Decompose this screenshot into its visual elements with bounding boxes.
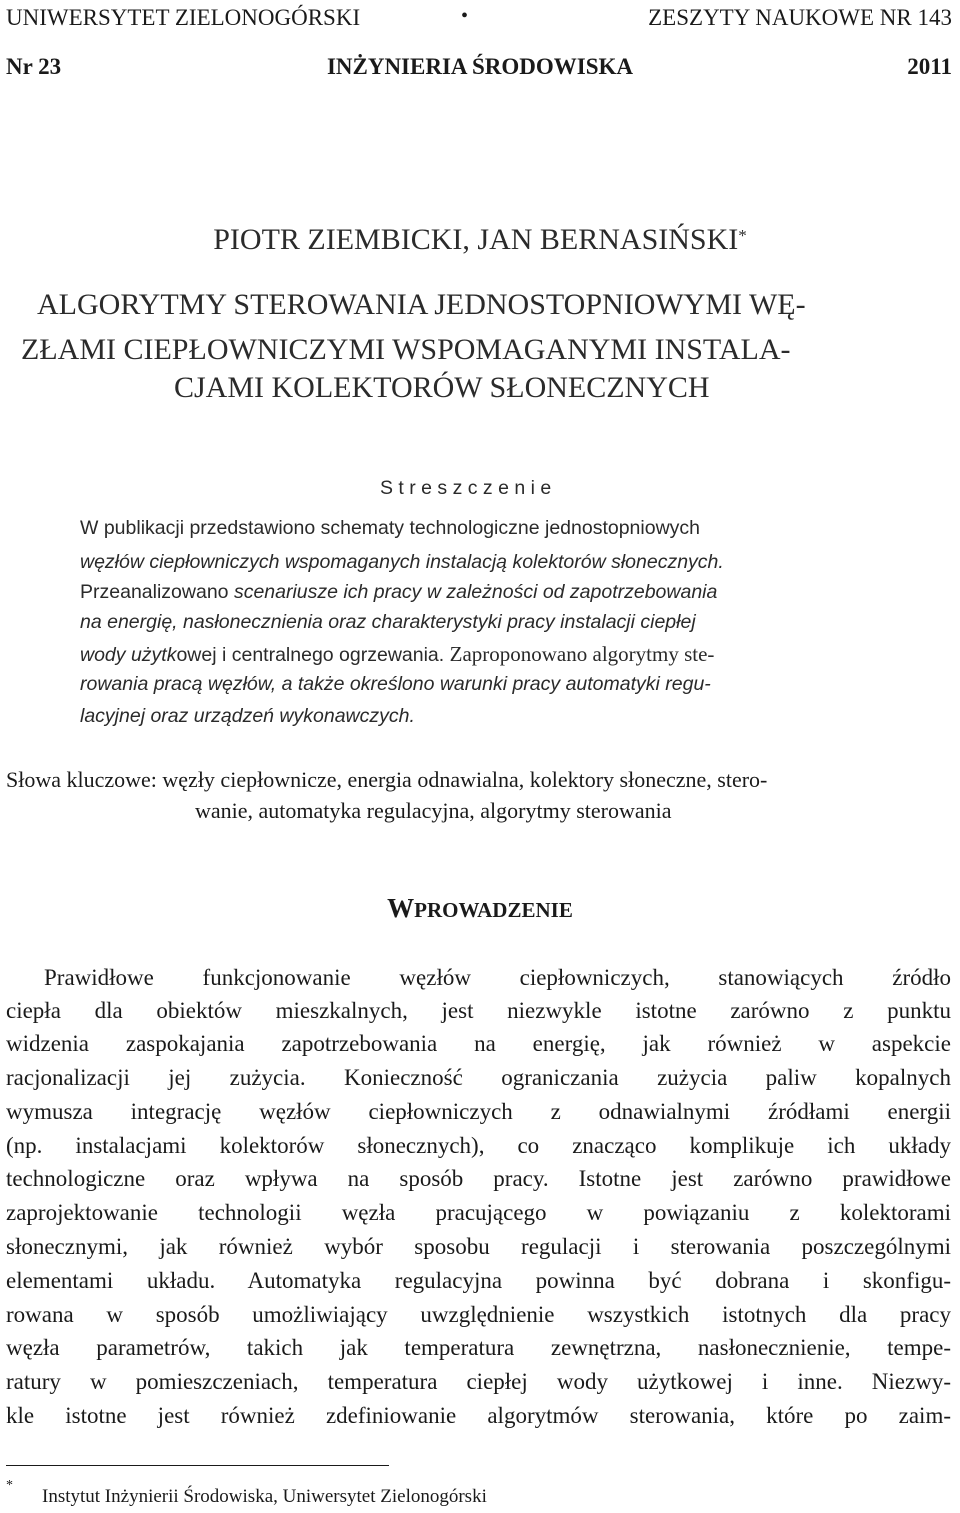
- authors: [0, 222, 960, 258]
- abstract-line: lacyjnej oraz urządzeń wykonawczych.: [80, 705, 415, 727]
- title-line: ZŁAMI CIEPŁOWNICZYMI WSPOMAGANYMI INSTALA-: [21, 333, 791, 366]
- section-heading: [0, 893, 960, 924]
- body-line: (np. instalacjami kolektorów słonecznych), co znacząco komplikuje ich układy: [6, 1133, 951, 1158]
- footnote-mark: *: [6, 1478, 13, 1493]
- abstract-span-italic: wody użytk: [80, 644, 177, 666]
- title-line: ALGORYTMY STEROWANIA JEDNOSTOPNIOWYMI WĘ-: [37, 288, 806, 321]
- header-journal: INŻYNIERIA ŚRODOWISKA: [326, 54, 634, 79]
- abstract-heading: S t r e s z c z e n i e: [380, 477, 552, 499]
- author-footnote-mark: *: [738, 226, 747, 245]
- body-line: słonecznymi, jak również wybór sposobu regulacji i sterowania poszczególnymi: [6, 1234, 951, 1259]
- author-names: PIOTR ZIEMBICKI, JAN BERNASIŃSKI: [213, 223, 739, 256]
- keywords-line: Słowa kluczowe: węzły ciepłownicze, energia odnawialna, kolektory słoneczne, stero-: [6, 767, 768, 792]
- abstract-span-italic: scenariusze ich pracy w zależności od zapotrzebowania: [233, 581, 718, 603]
- section-heading-rest: PROWADZENIE: [414, 898, 573, 922]
- body-line: węzła parametrów, takich jak temperatura zewnętrzna, nasłonecznienie, tempe-: [6, 1335, 951, 1360]
- footnote-text: Instytut Inżynierii Środowiska, Uniwersytet Zielonogórski: [42, 1486, 487, 1507]
- body-line: widzenia zaspokajania zapotrzebowania na energię, jak również w aspekcie: [6, 1031, 951, 1056]
- header-year: 2011: [907, 54, 952, 79]
- body-line: wymusza integrację węzłów ciepłowniczych z odnawialnymi źródłami energii: [6, 1099, 951, 1124]
- body-line: Prawidłowe funkcjonowanie węzłów ciepłowniczych, stanowiących źródło: [44, 965, 951, 990]
- header-series: ZESZYTY NAUKOWE NR 143: [648, 5, 952, 30]
- abstract-line: węzłów ciepłowniczych wspomaganych instalacją kolektorów słonecznych.: [80, 551, 724, 573]
- body-line: zaprojektowanie technologii węzła pracującego w powiązaniu z kolektorami: [6, 1200, 951, 1225]
- body-line: kle istotne jest również zdefiniowanie algorytmów sterowania, które po zaim-: [6, 1403, 951, 1428]
- body-line: elementami układu. Automatyka regulacyjna powinna być dobrana i skonfigu-: [6, 1268, 951, 1293]
- abstract-line: na energię, nasłonecznienia oraz charakterystyki pracy instalacji ciepłej: [80, 611, 696, 633]
- keywords-line: wanie, automatyka regulacyjna, algorytmy sterowania: [195, 798, 672, 823]
- body-line: rowana w sposób umożliwiający uwzględnienie wszystkich istotnych dla pracy: [6, 1302, 951, 1327]
- abstract-line: rowania pracą węzłów, a także określono warunki pracy automatyki regu-: [80, 673, 711, 695]
- header-university: UNIWERSYTET ZIELONOGÓRSKI: [6, 5, 361, 30]
- abstract-span: owej i centralnego ogrzewania.: [176, 644, 450, 666]
- body-line: racjonalizacji jej zużycia. Konieczność ograniczania zużycia paliw kopalnych: [6, 1065, 951, 1090]
- header-bullet: •: [461, 5, 469, 27]
- body-line: technologiczne oraz wpływa na sposób pracy. Istotne jest zarówno prawidłowe: [6, 1166, 951, 1191]
- title-line: CJAMI KOLEKTORÓW SŁONECZNYCH: [174, 371, 710, 404]
- header-issue: Nr 23: [6, 54, 62, 79]
- abstract-span: Zaproponowano algorytmy ste-: [449, 642, 715, 666]
- footnote-rule: [6, 1465, 389, 1466]
- abstract-line: W publikacji przedstawiono schematy technologiczne jednostopniowych: [80, 517, 701, 539]
- body-line: ciepła dla obiektów mieszkalnych, jest niezwykle istotne zarówno z punktu: [6, 998, 951, 1023]
- abstract-span: Przeanalizowano: [80, 581, 234, 603]
- abstract-line: [80, 640, 714, 669]
- abstract-line: [80, 578, 717, 606]
- body-line: ratury w pomieszczeniach, temperatura ciepłej wody użytkowej i inne. Niezwy-: [6, 1369, 951, 1394]
- section-heading-initial: W: [387, 893, 415, 923]
